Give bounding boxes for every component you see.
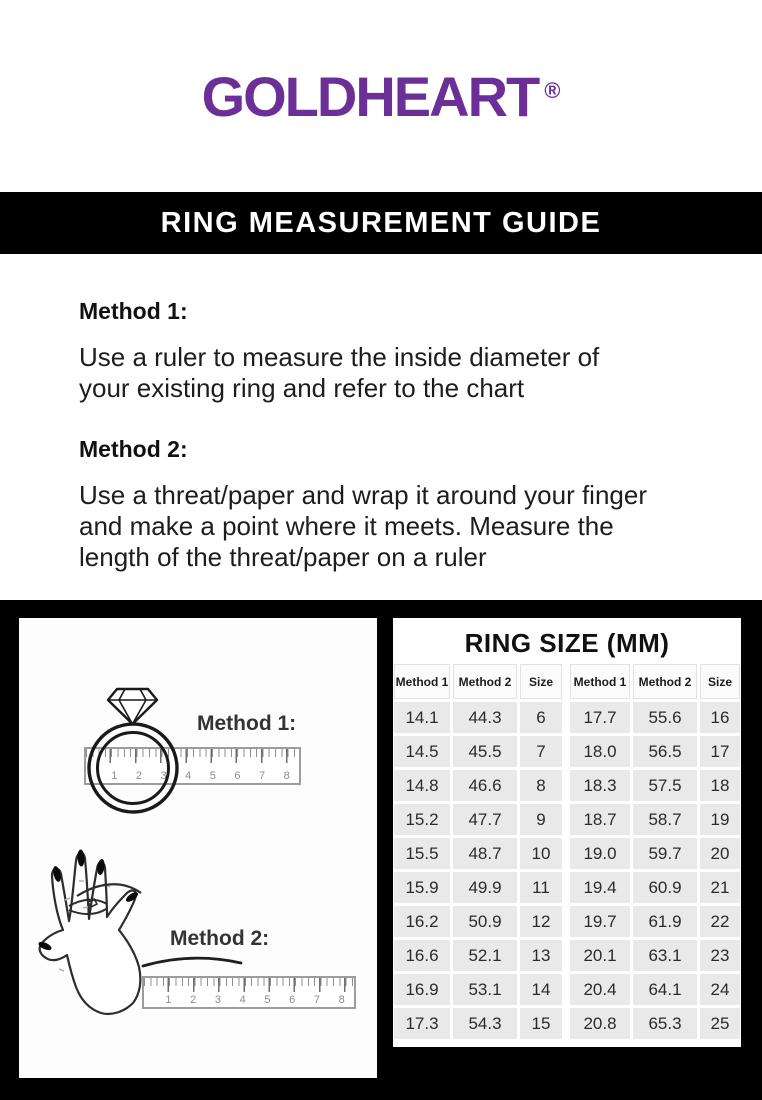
method2-body-line: length of the threat/paper on a ruler [79,542,487,572]
table-cell: 48.7 [453,838,517,869]
table-cell: 9 [520,804,562,835]
table-cell: 16.9 [394,974,450,1005]
table-cell: 50.9 [453,906,517,937]
table-cell: 20.8 [570,1008,630,1039]
instructions-section [0,254,762,573]
table-cell: 18.7 [570,804,630,835]
table-header-cell: Method 1 [394,664,450,699]
illustration-art [19,618,377,1078]
table-cell: 58.7 [633,804,697,835]
size-chart-panel [393,618,741,1047]
table-cell: 17.7 [570,702,630,733]
bottom-section [0,600,762,1100]
size-chart-title: RING SIZE (MM) [464,628,670,658]
size-chart-right-half [570,664,740,1039]
table-cell: 14 [520,974,562,1005]
diamond-ring-icon [89,689,177,812]
ruler-number: 5 [264,994,271,1006]
table-cell: 15.9 [394,872,450,903]
ruler-number: 2 [135,770,142,782]
table-cell: 46.6 [453,770,517,801]
table-cell: 56.5 [633,736,697,767]
ruler-number: 4 [239,994,246,1006]
table-cell: 55.6 [633,702,697,733]
table-cell: 61.9 [633,906,697,937]
method1-illustration-label: Method 1: [197,712,297,735]
table-cell: 22 [700,906,740,937]
method2-body [79,480,722,573]
table-cell: 15 [520,1008,562,1039]
table-cell: 20.4 [570,974,630,1005]
table-header-cell: Method 2 [453,664,517,699]
table-cell: 13 [520,940,562,971]
method2-body-line: Use a threat/paper and wrap it around your finger [79,480,648,510]
table-header-cell: Size [520,664,562,699]
table-cell: 45.5 [453,736,517,767]
table-cell: 14.5 [394,736,450,767]
brand-logo-text: GOLDHEART [201,64,539,128]
table-cell: 12 [520,906,562,937]
table-cell: 20 [700,838,740,869]
table-cell: 10 [520,838,562,869]
method2-heading: Method 2: [79,436,188,462]
table-cell: 19.7 [570,906,630,937]
table-cell: 14.1 [394,702,450,733]
banner [0,192,762,254]
table-cell: 57.5 [633,770,697,801]
ruler-number: 5 [209,770,216,782]
registered-trademark-icon: ® [544,77,561,103]
table-cell: 65.3 [633,1008,697,1039]
table-cell: 60.9 [633,872,697,903]
table-cell: 6 [520,702,562,733]
table-cell: 19.0 [570,838,630,869]
table-cell: 18.3 [570,770,630,801]
table-cell: 23 [700,940,740,971]
table-cell: 25 [700,1008,740,1039]
ruler-number: 6 [234,770,241,782]
table-cell: 20.1 [570,940,630,971]
table-cell: 14.8 [394,770,450,801]
ruler-number: 4 [185,770,192,782]
table-cell: 44.3 [453,702,517,733]
ruler-number: 2 [190,994,197,1006]
table-cell: 16 [700,702,740,733]
method1-heading: Method 1: [79,298,188,324]
ruler-number: 7 [313,994,320,1006]
method1-body [79,342,722,404]
table-cell: 24 [700,974,740,1005]
table-cell: 59.7 [633,838,697,869]
size-chart-table [394,664,740,1039]
banner-title: RING MEASUREMENT GUIDE [160,206,602,239]
table-cell: 8 [520,770,562,801]
ruler-number: 1 [165,994,172,1006]
table-cell: 16.2 [394,906,450,937]
table-cell: 15.5 [394,838,450,869]
table-cell: 49.9 [453,872,517,903]
thread-line [143,958,241,966]
table-cell: 16.6 [394,940,450,971]
table-cell: 47.7 [453,804,517,835]
method1-body-line: Use a ruler to measure the inside diameter of [79,342,600,372]
table-cell: 17 [700,736,740,767]
ruler-number: 3 [214,994,221,1006]
illustration-panel [19,618,377,1078]
table-cell: 15.2 [394,804,450,835]
ruler-number: 8 [338,994,345,1006]
table-cell: 17.3 [394,1008,450,1039]
ruler-number: 6 [289,994,296,1006]
hand-icon [37,849,141,1014]
table-cell: 19.4 [570,872,630,903]
table-header-cell: Size [700,664,740,699]
table-cell: 7 [520,736,562,767]
ruler-number: 7 [259,770,266,782]
table-cell: 54.3 [453,1008,517,1039]
method2-illustration-label: Method 2: [170,927,270,950]
table-cell: 18 [700,770,740,801]
ruler-number: 1 [111,770,118,782]
method2-body-line: and make a point where it meets. Measure the [79,511,614,541]
table-cell: 11 [520,872,562,903]
table-cell: 52.1 [453,940,517,971]
table-cell: 53.1 [453,974,517,1005]
table-cell: 64.1 [633,974,697,1005]
table-cell: 21 [700,872,740,903]
table-header-cell: Method 1 [570,664,630,699]
ruler-number: 3 [160,770,167,782]
brand-logo [0,0,762,192]
ruler-number: 8 [283,770,290,782]
table-header-cell: Method 2 [633,664,697,699]
table-cell: 63.1 [633,940,697,971]
size-chart-left-half [394,664,562,1039]
table-cell: 18.0 [570,736,630,767]
table-cell: 19 [700,804,740,835]
method1-body-line: your existing ring and refer to the chart [79,373,525,403]
